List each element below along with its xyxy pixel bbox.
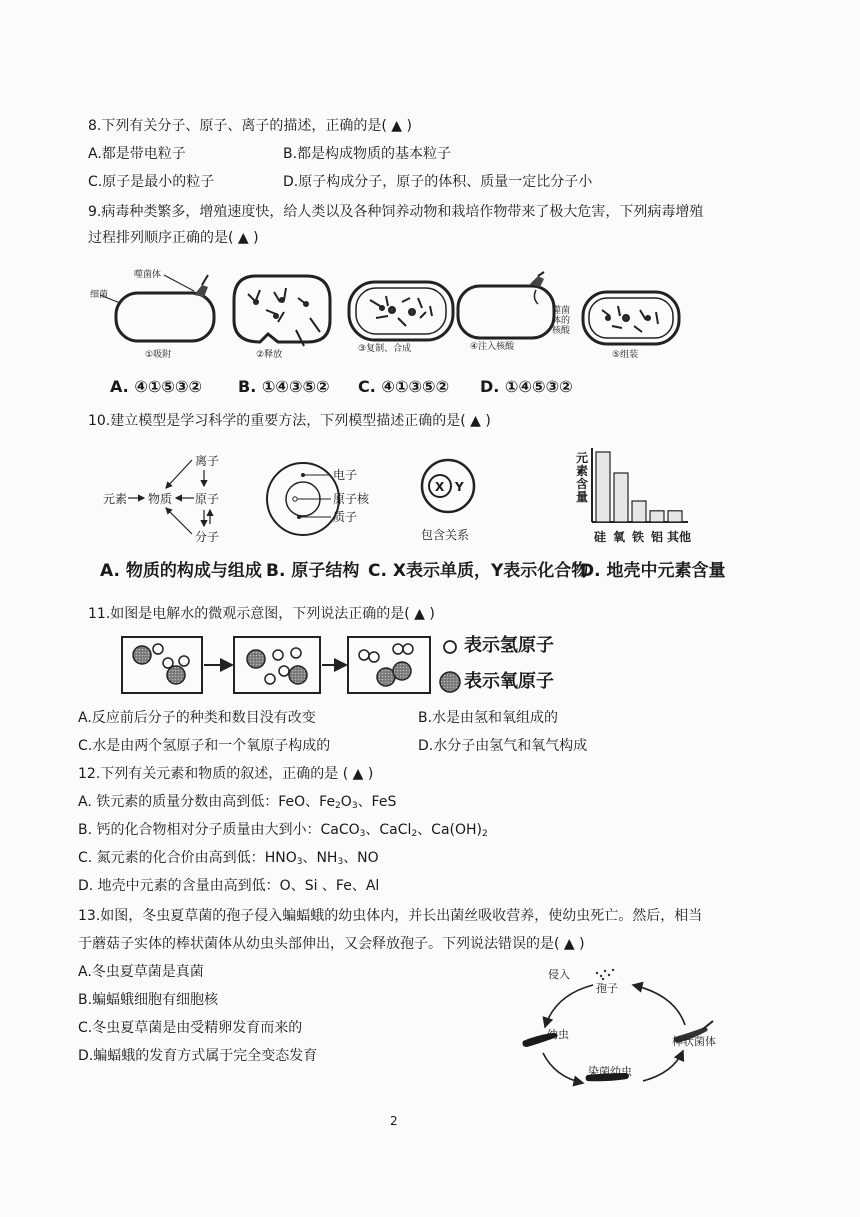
label-phage-nucleic-acid: 噬菌体的核酸 — [552, 306, 571, 336]
bar-label-other: 其他 — [667, 530, 692, 544]
q13-option-b: B.蝙蝠蛾细胞有细胞核 — [78, 992, 219, 1008]
q13-option-d: D.蝙蝠蛾的发育方式属于完全变态发育 — [78, 1048, 318, 1064]
bar-label-o: 氧 — [613, 530, 626, 544]
q11-option-d: D.水分子由氢气和氧气构成 — [418, 738, 588, 754]
label-spore: 孢子 — [596, 982, 618, 995]
q9-option-b: B. ①④③⑤② — [238, 377, 330, 396]
bar-other — [668, 511, 682, 522]
label-y: Y — [455, 480, 464, 494]
q11-option-b: B.水是由氢和氧组成的 — [418, 710, 559, 726]
label-proton: 质子 — [333, 510, 358, 524]
q8-option-a: A.都是带电粒子 — [88, 146, 186, 162]
phage-injection-figure — [454, 272, 566, 352]
legend-oxygen: 表示氧原子 — [464, 671, 554, 692]
q11-option-c: C.水是由两个氢原子和一个氧原子构成的 — [78, 738, 331, 754]
caption-adsorption: ①吸附 — [145, 350, 172, 360]
bar-label-al: 铝 — [651, 530, 664, 544]
q9-option-a: A. ④①⑤③② — [110, 377, 203, 396]
caption-release: ②释放 — [256, 350, 283, 360]
inclusion-relation-figure — [420, 452, 480, 522]
q10-option-d: D. 地壳中元素含量 — [580, 561, 726, 581]
label-ion: 离子 — [195, 454, 220, 468]
label-electron: 电子 — [333, 468, 358, 482]
label-stick-body: 棒状菌体 — [672, 1035, 716, 1048]
q13-stem-line1: 13.如图，冬虫夏草菌的孢子侵入蝙蝠蛾的幼虫体内，并长出菌丝吸收营养，使幼虫死亡。然后，相当 — [78, 908, 703, 924]
electrolysis-figure — [120, 633, 432, 697]
label-phage: 噬菌体 — [134, 270, 162, 280]
caption-replication: ③复制、合成 — [358, 344, 412, 354]
q12-option-b: B. 钙的化合物相对分子质量由大到小：CaCO$_3$、CaCl$_2$、$Ca(OH)_2$ — [78, 822, 488, 839]
q12-option-d: D. 地壳中元素的含量由高到低：O、Si 、Fe、Al — [78, 878, 380, 894]
q9-stem-line2: 过程排列顺序正确的是( ▲ ) — [88, 230, 259, 246]
q10-option-c: C. X表示单质，Y表示化合物 — [368, 561, 589, 581]
q11-option-a: A.反应前后分子的种类和数目没有改变 — [78, 710, 316, 726]
page-number: 2 — [390, 1114, 398, 1128]
caption-assembly: ⑤组装 — [612, 350, 639, 360]
q10-option-a: A. 物质的构成与组成 — [100, 561, 262, 581]
label-infected-larva: 染菌幼虫 — [588, 1065, 632, 1078]
phage-release-figure — [226, 270, 338, 360]
q12-option-a: A. 铁元素的质量分数由高到低：FeO、$Fe_2O_3$、FeS — [78, 794, 397, 811]
q11-stem: 11.如图是电解水的微观示意图，下列说法正确的是( ▲ ) — [88, 606, 435, 622]
q13-option-a: A.冬虫夏草菌是真菌 — [78, 964, 204, 980]
label-substance: 物质 — [148, 492, 173, 506]
label-element: 元素 — [103, 492, 128, 506]
legend-markers — [440, 638, 460, 698]
q8-option-c: C.原子是最小的粒子 — [88, 174, 215, 190]
q13-option-c: C.冬虫夏草菌是由受精卵发育而来的 — [78, 1020, 303, 1036]
q13-stem-line2: 于蘑菇子实体的棒状菌体从幼虫头部伸出，又会释放孢子。下列说法错误的是( ▲ ) — [78, 936, 585, 952]
phage-assembly-figure — [580, 288, 682, 350]
label-larva: 幼虫 — [547, 1028, 569, 1041]
q8-option-d: D.原子构成分子，原子的体积、质量一定比分子小 — [283, 174, 593, 190]
composition-arrows — [100, 450, 230, 550]
bar-al — [650, 511, 664, 522]
label-invade: 侵入 — [548, 968, 570, 981]
bar-label-si: 硅 — [594, 530, 607, 544]
label-atom: 原子 — [195, 492, 220, 506]
label-cell: 细菌 — [90, 290, 109, 300]
legend-hydrogen: 表示氢原子 — [464, 635, 554, 656]
q8-stem: 8.下列有关分子、原子、离子的描述，正确的是( ▲ ) — [88, 118, 412, 134]
label-nucleus: 原子核 — [333, 492, 370, 506]
q9-option-c: C. ④①③⑤② — [358, 377, 450, 396]
chart-ylabel: 元素含量 — [576, 451, 589, 504]
bar-fe — [632, 501, 646, 522]
q9-stem-line1: 9.病毒种类繁多，增殖速度快，给人类以及各种饲养动物和栽培作物带来了极大危害，下列病毒增殖 — [88, 204, 704, 220]
phage-replication-figure — [346, 278, 456, 350]
caption-injection: ④注入核酸 — [470, 342, 515, 352]
q10-option-b: B. 原子结构 — [266, 561, 360, 581]
q12-option-c: C. 氮元素的化合价由高到低：$HNO_3$、$NH_3$、NO — [78, 850, 379, 867]
bar-o — [614, 473, 628, 522]
bar-si — [596, 452, 610, 522]
q8-option-b: B.都是构成物质的基本粒子 — [283, 146, 452, 162]
q12-stem: 12.下列有关元素和物质的叙述，正确的是 ( ▲ ) — [78, 766, 374, 782]
q9-option-d: D. ①④⑤③② — [480, 377, 573, 396]
crust-element-chart — [590, 448, 690, 524]
bar-label-fe: 铁 — [632, 530, 645, 544]
inclusion-caption: 包含关系 — [421, 528, 470, 542]
q10-stem: 10.建立模型是学习科学的重要方法，下列模型描述正确的是( ▲ ) — [88, 413, 491, 429]
label-x: X — [435, 480, 445, 494]
label-molecule: 分子 — [195, 530, 220, 544]
